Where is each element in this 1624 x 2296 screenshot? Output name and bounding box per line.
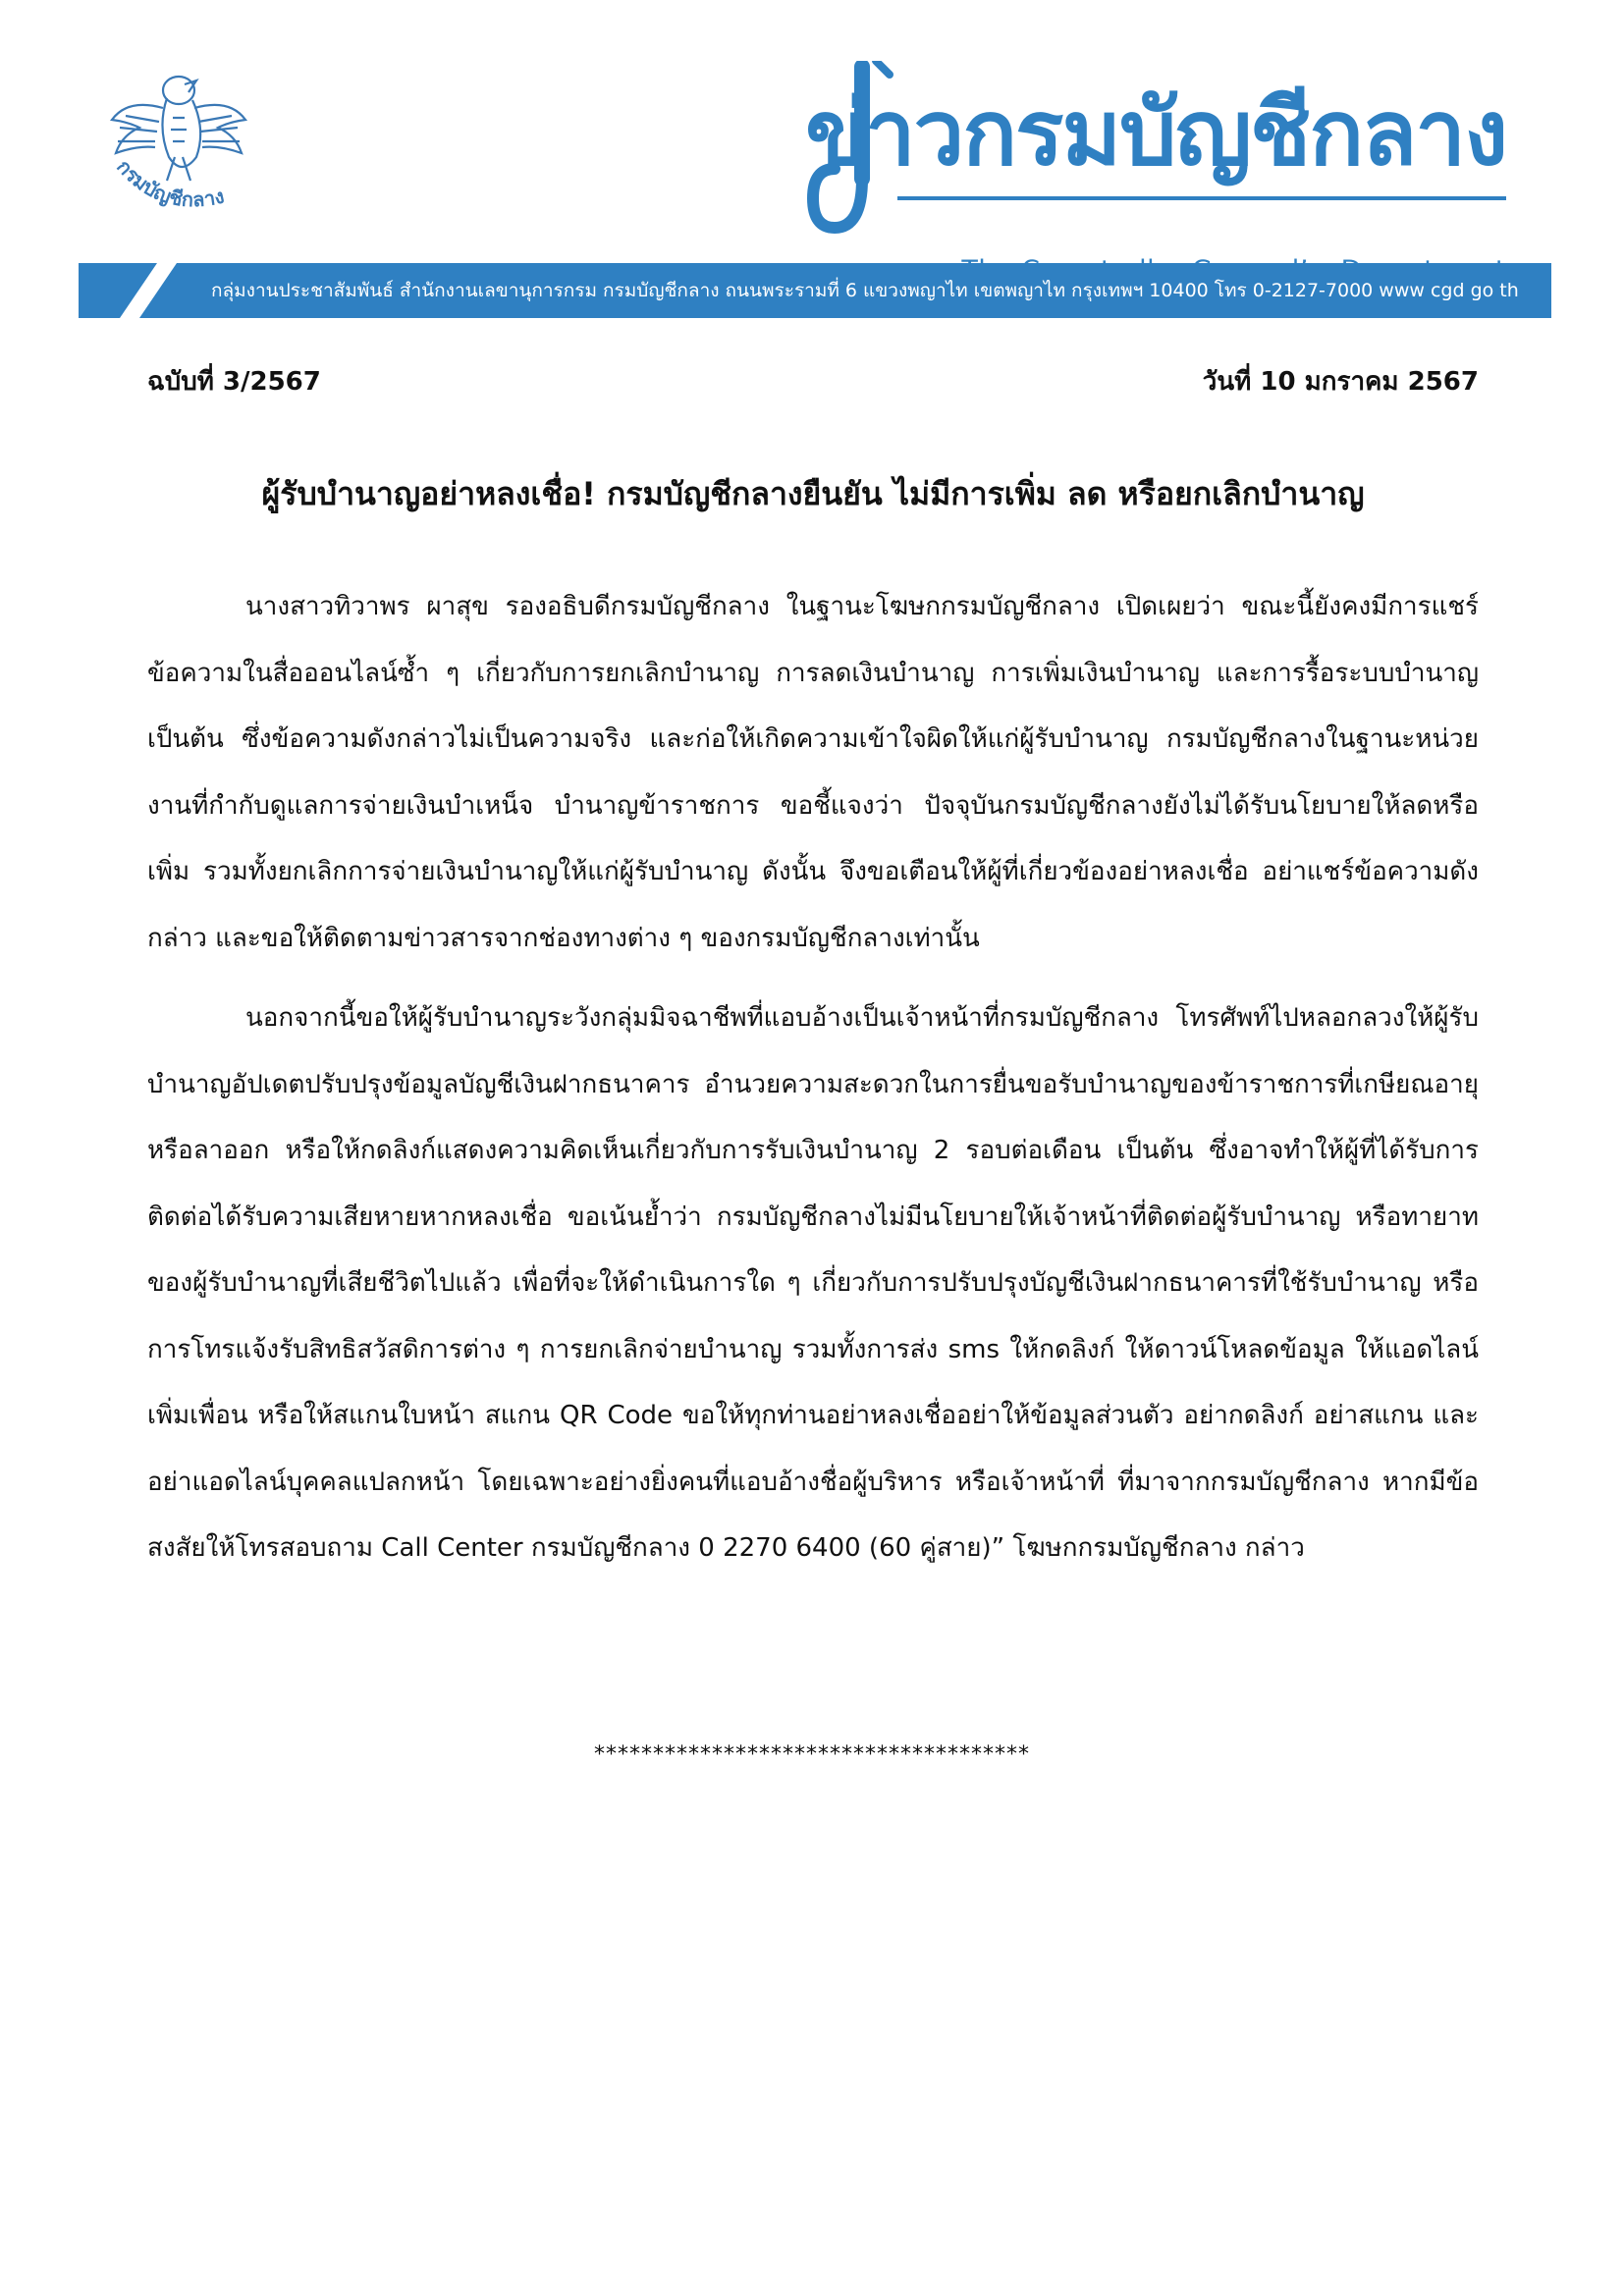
emblem-caption: กรมบัญชีกลาง (112, 154, 227, 212)
svg-text:กรมบัญชีกลาง (112, 155, 226, 212)
body-paragraph-1: นางสาวทิวาพร ผาสุข รองอธิบดีกรมบัญชีกลาง ในฐานะโฆษกกรมบัญชีกลาง เปิดเผยว่า ขณะนี้ยังคงมีการแชร์ข้อความในสื่อออนไลน์ซ้ำ ๆ เกี่ยวกับการยกเลิกบำนาญ การลดเงินบำนาญ การเพิ่มเงินบำนาญ และการรื้อระบบบำนาญ เป็นต้น ซึ่งข้อความดังกล่าวไม่เป็นความจริง และก่อให้เกิดความเข้าใจผิดให้แก่ผู้รับบำนาญ กรมบัญชีกลางในฐานะหน่วยงานที่กำกับดูแลการจ่ายเงินบำเหน็จ บำนาญข้าราชการ ขอชี้แจงว่า ปัจจุบันกรมบัญชีกลางยังไม่ได้รับนโยบายให้ลดหรือเพิ่ม รวมทั้งยกเลิกการจ่ายเงินบำนาญให้แก่ผู้รับบำนาญ ดังนั้น จึงขอเตือนให้ผู้ที่เกี่ยวข้องอย่าหลงเชื่อ อย่าแชร์ข้อความดังกล่าว และขอให้ติดตามข่าวสารจากช่องทางต่าง ๆ ของกรมบัญชีกลางเท่านั้น (147, 592, 1479, 953)
issue-date: วันที่ 10 มกราคม 2567 (1202, 367, 1479, 397)
press-release-headline: ผู้รับบำนาญอย่าหลงเชื่อ! กรมบัญชีกลางยืนยัน ไม่มีการเพิ่ม ลด หรือยกเลิกบำนาญ (261, 475, 1365, 512)
masthead (760, 59, 1506, 236)
issue-number: ฉบับที่ 3/2567 (147, 367, 321, 397)
contact-info: กลุ่มงานประชาสัมพันธ์ สำนักงานเลขานุการกรม กรมบัญชีกลาง ถนนพระรามที่ 6 แขวงพญาไท เขตพญาไท กรุงเทพฯ 10400 โทร 0-2127-7000 www cgd go th (211, 280, 1519, 301)
press-release-body (147, 574, 1479, 1596)
department-emblem (98, 59, 265, 226)
masthead-title: ข่าวกรมบัญชีกลาง (805, 80, 1506, 186)
masthead-rule (897, 196, 1506, 200)
garuda-emblem-icon (98, 59, 265, 226)
end-separator: ************************************* (594, 1742, 1030, 1767)
contact-bar (79, 263, 1551, 318)
body-paragraph-2: นอกจากนี้ขอให้ผู้รับบำนาญระวังกลุ่มมิจฉาชีพที่แอบอ้างเป็นเจ้าหน้าที่กรมบัญชีกลาง โทรศัพท์ไปหลอกลวงให้ผู้รับบำนาญอัปเดตปรับปรุงข้อมูลบัญชีเงินฝากธนาคาร อำนวยความสะดวกในการยื่นขอรับบำนาญของข้าราชการที่เกษียณอายุหรือลาออก หรือให้กดลิงก์แสดงความคิดเห็นเกี่ยวกับการรับเงินบำนาญ 2 รอบต่อเดือน เป็นต้น ซึ่งอาจทำให้ผู้ที่ได้รับการติดต่อได้รับความเสียหายหากหลงเชื่อ ขอเน้นย้ำว่า กรมบัญชีกลางไม่มีนโยบายให้เจ้าหน้าที่ติดต่อผู้รับบำนาญ หรือทายาทของผู้รับบำนาญที่เสียชีวิตไปแล้ว เพื่อที่จะให้ดำเนินการใด ๆ เกี่ยวกับการปรับปรุงบัญชีเงินฝากธนาคารที่ใช้รับบำนาญ หรือการโทรแจ้งรับสิทธิสวัสดิการต่าง ๆ การยกเลิกจ่ายบำนาญ รวมทั้งการส่ง sms ให้กดลิงก์ ให้ดาวน์โหลดข้อมูล ให้แอดไลน์เพิ่มเพื่อน หรือให้สแกนใบหน้า สแกน QR Code ขอให้ทุกท่านอย่าหลงเชื่ออย่าให้ข้อมูลส่วนตัว อย่ากดลิงก์ อย่าสแกน และอย่าแอดไลน์บุคคลแปลกหน้า โดยเฉพาะอย่างยิ่งคนที่แอบอ้างชื่อผู้บริหาร หรือเจ้าหน้าที่ ที่มาจากกรมบัญชีกลาง หากมีข้อสงสัยให้โทรสอบถาม Call Center กรมบัญชีกลาง 0 2270 6400 (60 คู่สาย)” โฆษกกรมบัญชีกลาง กล่าว (147, 1003, 1479, 1563)
